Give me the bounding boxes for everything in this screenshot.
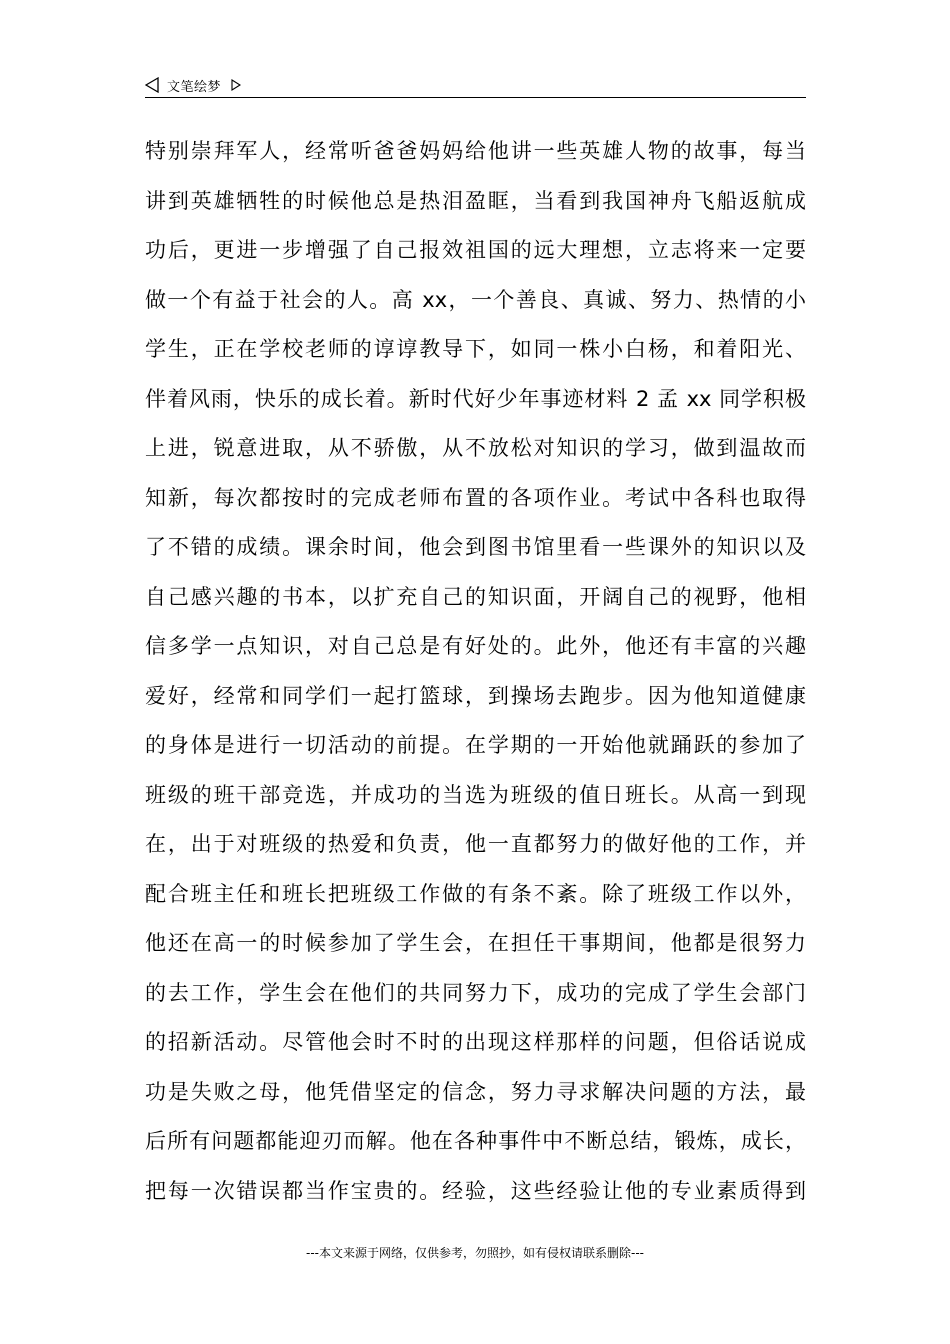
- document-body: [145, 127, 806, 1216]
- body-line: 上进，锐意进取，从不骄傲，从不放松对知识的学习，做到温故而: [145, 436, 806, 460]
- body-line: 功是失败之母，他凭借坚定的信念，努力寻求解决问题的方法，最: [145, 1079, 806, 1104]
- body-line: 做一个有益于社会的人。高 xx，一个善良、真诚、努力、热情的小: [145, 287, 806, 312]
- body-line: 班级的班干部竞选，并成功的当选为班级的值日班长。从高一到现: [145, 782, 806, 807]
- triangle-left-outline-icon: [145, 77, 159, 93]
- page-footer-disclaimer: ---本文来源于网络，仅供参考，勿照抄，如有侵权请联系删除---: [306, 1246, 644, 1260]
- body-line: 他还在高一的时候参加了学生会，在担任干事期间，他都是很努力: [145, 931, 806, 955]
- body-line: 信多学一点知识，对自己总是有好处的。此外，他还有丰富的兴趣: [145, 634, 806, 658]
- body-line: 特别崇拜军人，经常听爸爸妈妈给他讲一些英雄人物的故事，每当: [145, 139, 806, 163]
- body-line: 把每一次错误都当作宝贵的。经验，这些经验让他的专业素质得到: [145, 1178, 806, 1203]
- body-line: 爱好，经常和同学们一起打篮球，到操场去跑步。因为他知道健康: [145, 683, 806, 708]
- page-header: [145, 74, 806, 96]
- body-line: 后所有问题都能迎刃而解。他在各种事件中不断总结，锻炼，成长，: [145, 1129, 806, 1153]
- body-line: 讲到英雄牺牲的时候他总是热泪盈眶，当看到我国神舟飞船返航成: [145, 188, 806, 213]
- body-line: 自己感兴趣的书本，以扩充自己的知识面，开阔自己的视野，他相: [145, 584, 806, 609]
- body-line: 在，出于对班级的热爱和负责，他一直都努力的做好他的工作，并: [145, 832, 806, 856]
- body-line: 学生，正在学校老师的谆谆教导下，如同一株小白杨，和着阳光、: [145, 337, 806, 361]
- body-line: 伴着风雨，快乐的成长着。新时代好少年事迹材料 2 孟 xx 同学积极: [145, 386, 806, 411]
- triangle-right-outline-icon: [231, 79, 241, 91]
- header-divider: [145, 97, 806, 98]
- body-line: 的去工作，学生会在他们的共同努力下，成功的完成了学生会部门: [145, 980, 806, 1005]
- body-line: 功后，更进一步增强了自己报效祖国的远大理想，立志将来一定要: [145, 238, 806, 262]
- body-line: 的招新活动。尽管他会时不时的出现这样那样的问题，但俗话说成: [145, 1030, 806, 1054]
- body-line: 的身体是进行一切活动的前提。在学期的一开始他就踊跃的参加了: [145, 733, 806, 757]
- header-brand: 文笔绘梦: [167, 79, 222, 95]
- body-line: 知新，每次都按时的完成老师布置的各项作业。考试中各科也取得: [145, 485, 806, 510]
- body-line: 配合班主任和班长把班级工作做的有条不紊。除了班级工作以外，: [145, 881, 806, 906]
- body-line: 了不错的成绩。课余时间，他会到图书馆里看一些课外的知识以及: [145, 535, 806, 559]
